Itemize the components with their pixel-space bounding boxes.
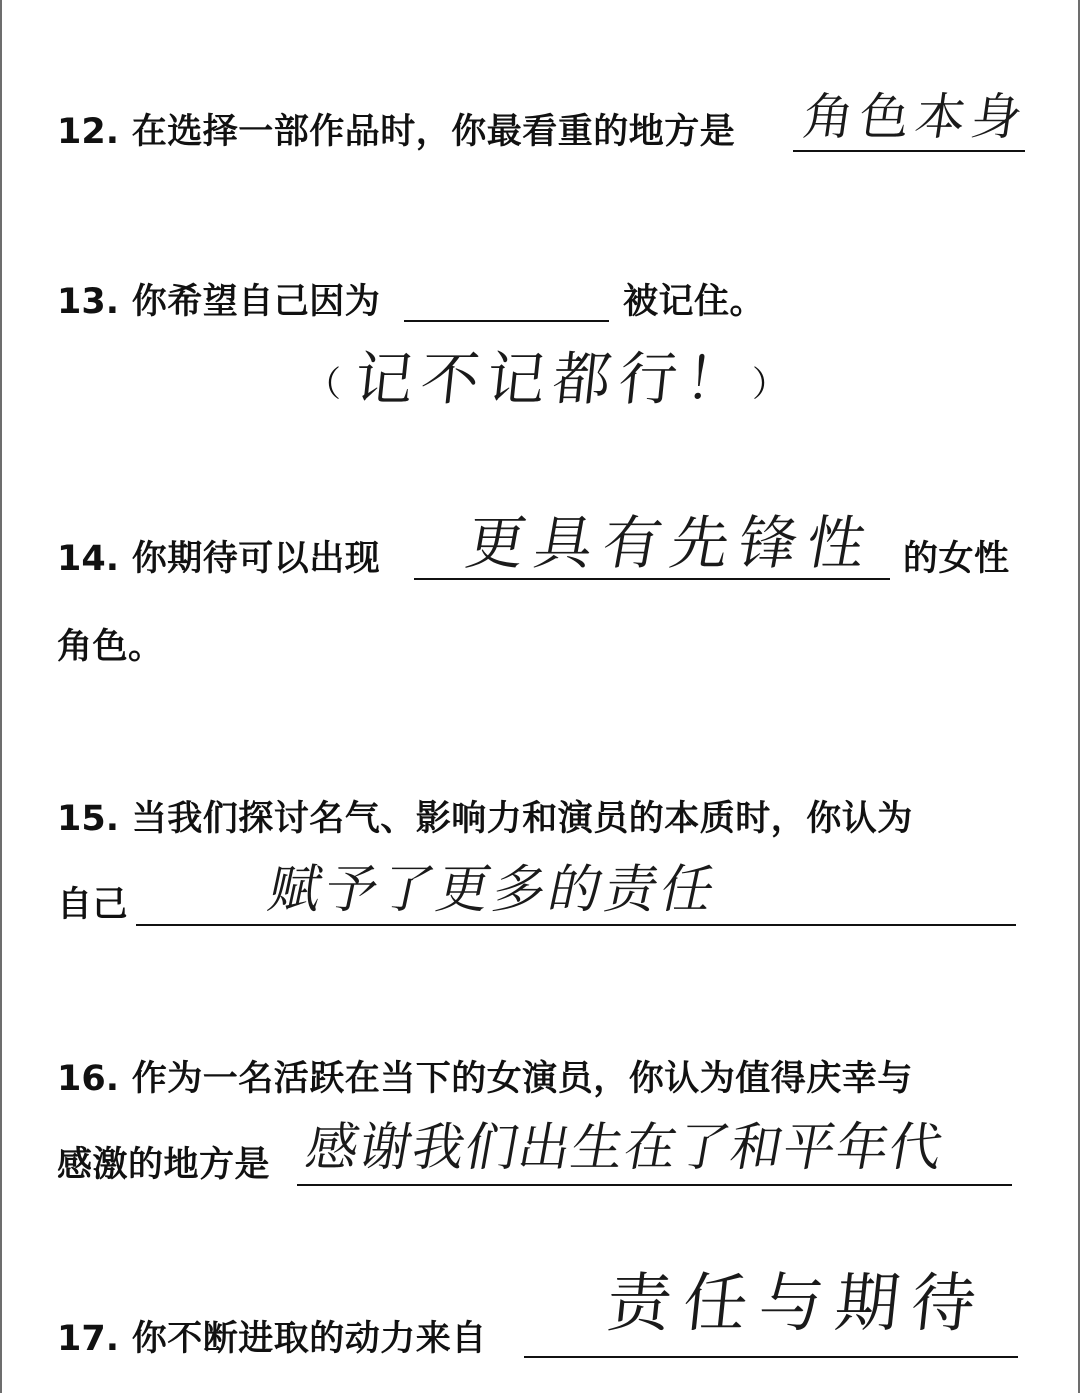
question-13-answer-line bbox=[404, 320, 609, 322]
question-17-number: 17. bbox=[57, 1319, 120, 1359]
question-12-number: 12. bbox=[57, 112, 120, 152]
question-15 bbox=[57, 799, 913, 839]
question-15-answer-line bbox=[136, 924, 1016, 926]
question-17-prompt: 你不断进取的动力来自 bbox=[131, 1319, 487, 1359]
question-15-prompt: 当我们探讨名气、影响力和演员的本质时，你认为 bbox=[131, 799, 913, 839]
question-15-number: 15. bbox=[57, 799, 120, 839]
question-13-paren-close: ） bbox=[752, 365, 788, 405]
question-17-answer-line bbox=[524, 1356, 1018, 1358]
question-14 bbox=[57, 539, 381, 579]
question-15-handwritten-answer: 赋予了更多的责任 bbox=[263, 860, 724, 920]
question-14-number: 14. bbox=[57, 539, 120, 579]
question-16-prompt: 作为一名活跃在当下的女演员，你认为值得庆幸与 bbox=[131, 1059, 913, 1099]
question-16-number: 16. bbox=[57, 1059, 120, 1099]
question-13-paren-open: （ bbox=[306, 365, 342, 405]
question-14-handwritten-answer: 更具有先锋性 bbox=[461, 509, 882, 577]
question-13 bbox=[57, 282, 381, 322]
page-border-left bbox=[0, 0, 2, 1393]
question-12-answer-line bbox=[793, 150, 1025, 152]
question-14-suffix: 的女性 bbox=[903, 539, 1010, 579]
question-14-prompt: 你期待可以出现 bbox=[131, 539, 381, 579]
question-17 bbox=[57, 1319, 487, 1359]
question-12-handwritten-answer: 角色本身 bbox=[799, 88, 1032, 146]
question-16-answer-line bbox=[297, 1184, 1012, 1186]
question-13-number: 13. bbox=[57, 282, 120, 322]
question-14-answer-line bbox=[414, 578, 890, 580]
question-13-handwritten-answer: 记不记都行！ bbox=[351, 345, 755, 413]
question-16-handwritten-answer: 感谢我们出生在了和平年代 bbox=[301, 1118, 948, 1178]
question-12 bbox=[57, 112, 736, 152]
question-15-continuation: 自己 bbox=[57, 885, 129, 925]
question-12-prompt: 在选择一部作品时，你最看重的地方是 bbox=[131, 112, 736, 152]
question-14-continuation: 角色。 bbox=[57, 627, 164, 667]
question-13-suffix: 被记住。 bbox=[623, 282, 766, 322]
question-17-handwritten-answer: 责任与期待 bbox=[603, 1267, 992, 1341]
question-16-continuation: 感激的地方是 bbox=[57, 1145, 271, 1185]
question-16 bbox=[57, 1059, 913, 1099]
question-13-prompt: 你希望自己因为 bbox=[131, 282, 381, 322]
